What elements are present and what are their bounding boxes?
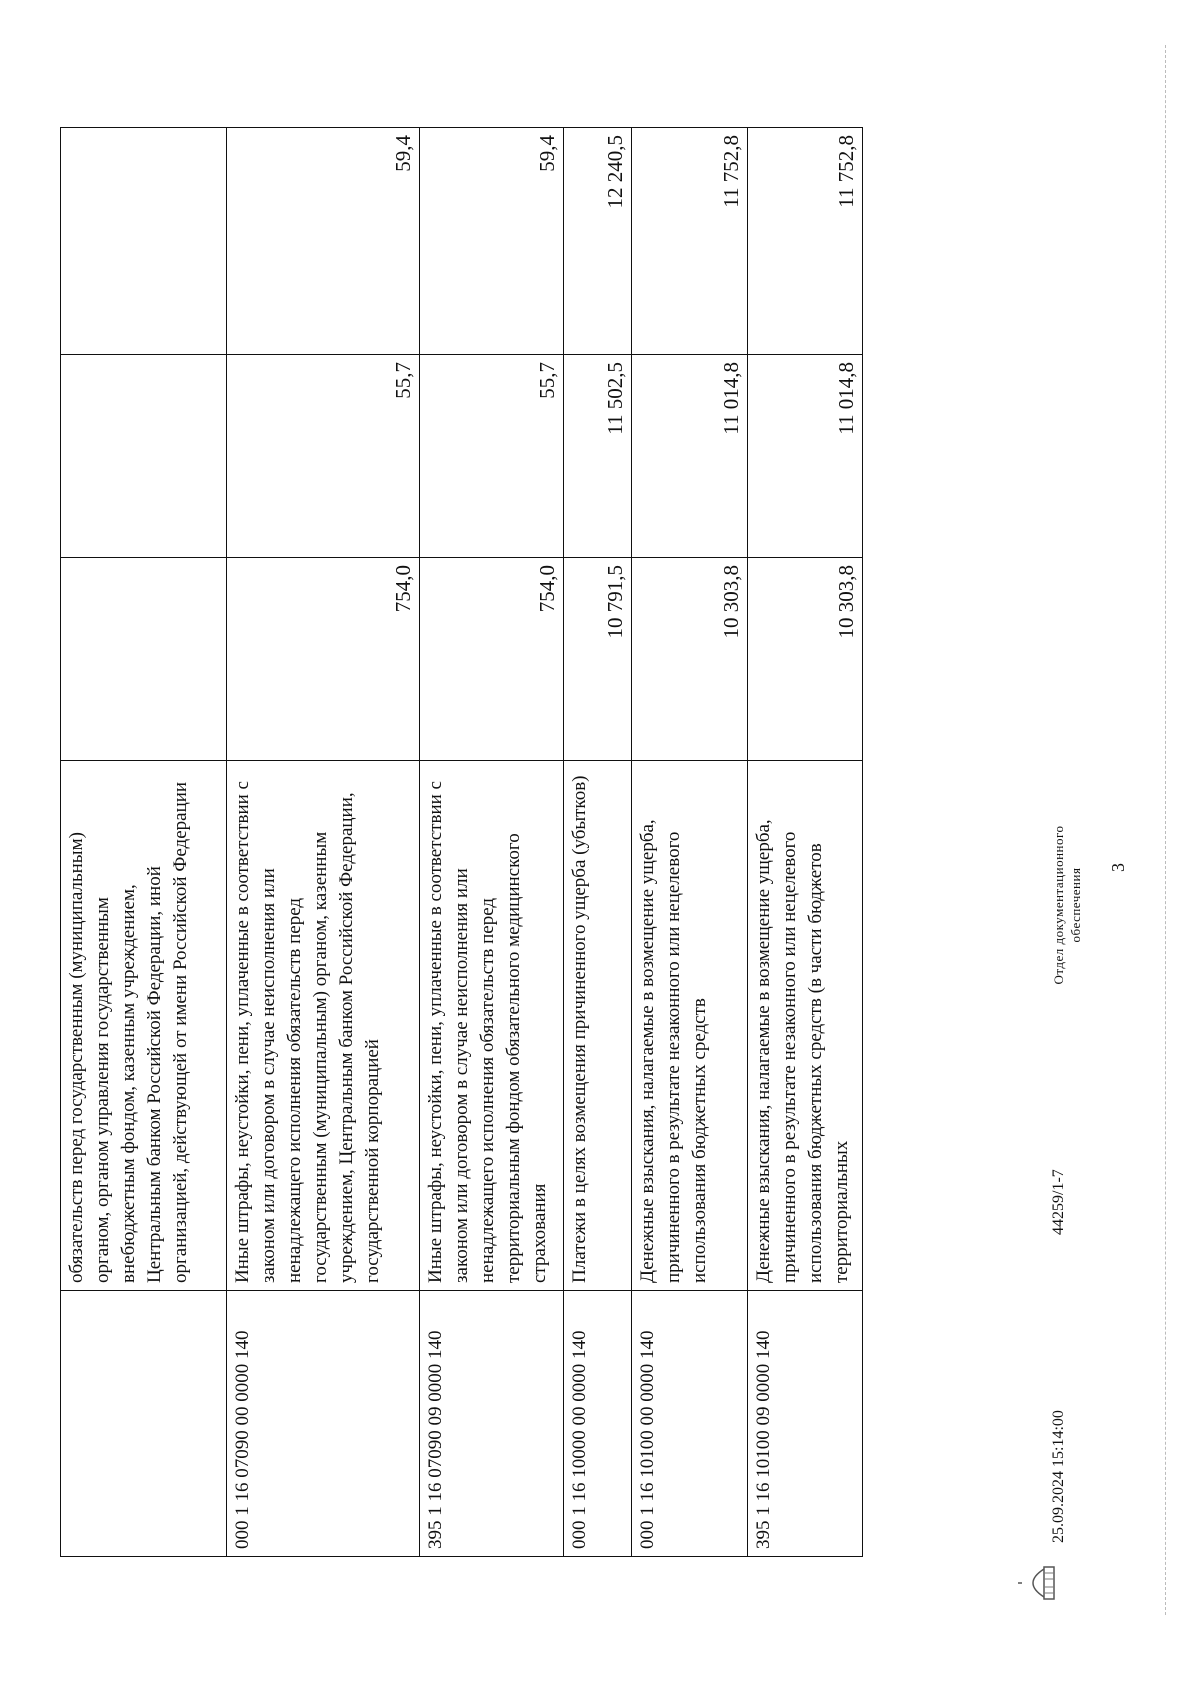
department-stamp bbox=[1050, 775, 1084, 1035]
state-emblem-icon bbox=[1018, 1561, 1058, 1605]
table-row bbox=[564, 128, 632, 1557]
row-value-3: 12 240,5 bbox=[564, 128, 632, 355]
table-row bbox=[748, 128, 863, 1557]
table-row bbox=[420, 128, 564, 1557]
stamp-date: 25.09.2024 15:14:00 bbox=[1050, 1410, 1067, 1543]
row-value-2: 11 502,5 bbox=[564, 355, 632, 558]
row-value-3 bbox=[61, 128, 227, 355]
row-code: 000 1 16 10100 00 0000 140 bbox=[632, 1291, 748, 1557]
row-value-2 bbox=[61, 355, 227, 558]
row-value-2: 55,7 bbox=[420, 355, 564, 558]
row-value-1: 754,0 bbox=[420, 558, 564, 761]
row-name: Денежные взыскания, налагаемые в возмещение ущерба, причиненного в результате незаконного или нецелевого использования бюджетных средств (в части бюджетов территориальных bbox=[748, 761, 863, 1291]
row-name: Платежи в целях возмещения причиненного ущерба (убытков) bbox=[564, 761, 632, 1291]
table-row bbox=[61, 128, 227, 1557]
row-value-3: 59,4 bbox=[420, 128, 564, 355]
row-value-1: 10 303,8 bbox=[632, 558, 748, 761]
row-value-2: 11 014,8 bbox=[748, 355, 863, 558]
table-row bbox=[632, 128, 748, 1557]
row-value-1 bbox=[61, 558, 227, 761]
row-value-1: 10 791,5 bbox=[564, 558, 632, 761]
row-code: 395 1 16 10100 09 0000 140 bbox=[748, 1291, 863, 1557]
row-value-1: 10 303,8 bbox=[748, 558, 863, 761]
row-name: Денежные взыскания, налагаемые в возмещение ущерба, причиненного в результате незаконного или нецелевого использования бюджетных средств bbox=[632, 761, 748, 1291]
row-name: Иные штрафы, неустойки, пени, уплаченные в соответствии с законом или договором в случае неисполнения или ненадлежащего исполнения обязательств перед территориальным фондом обязательного медицинского страхования bbox=[420, 761, 564, 1291]
row-value-2: 55,7 bbox=[227, 355, 420, 558]
department-line-2: обеспечения bbox=[1068, 867, 1083, 943]
row-value-1: 754,0 bbox=[227, 558, 420, 761]
row-value-3: 59,4 bbox=[227, 128, 420, 355]
table-row bbox=[227, 128, 420, 1557]
row-code: 000 1 16 10000 00 0000 140 bbox=[564, 1291, 632, 1557]
row-code: 000 1 16 07090 00 0000 140 bbox=[227, 1291, 420, 1557]
revenue-table bbox=[60, 127, 863, 1557]
registration-number: 44259/1-7 bbox=[1050, 1169, 1067, 1235]
department-line-1: Отдел документационного bbox=[1051, 825, 1066, 985]
scan-artifact-line bbox=[1165, 45, 1166, 1615]
row-name: Иные штрафы, неустойки, пени, уплаченные в соответствии с законом или договором в случае неисполнения или ненадлежащего исполнения обязательств перед государственным (муниципальным) органом, казенным учреждением, Центральным банком Российской Федерации, государственной корпорацией bbox=[227, 761, 420, 1291]
row-value-3: 11 752,8 bbox=[748, 128, 863, 355]
row-code: 395 1 16 07090 09 0000 140 bbox=[420, 1291, 564, 1557]
row-code bbox=[61, 1291, 227, 1557]
row-value-2: 11 014,8 bbox=[632, 355, 748, 558]
page-number: 3 bbox=[1108, 863, 1128, 872]
row-value-3: 11 752,8 bbox=[632, 128, 748, 355]
row-name: обязательств перед государственным (муниципальным) органом, органом управления государственным внебюджетным фондом, казенным учреждением, Центральным банком Российской Федерации, иной организацией, действующей от имени Российской Федерации bbox=[61, 761, 227, 1291]
